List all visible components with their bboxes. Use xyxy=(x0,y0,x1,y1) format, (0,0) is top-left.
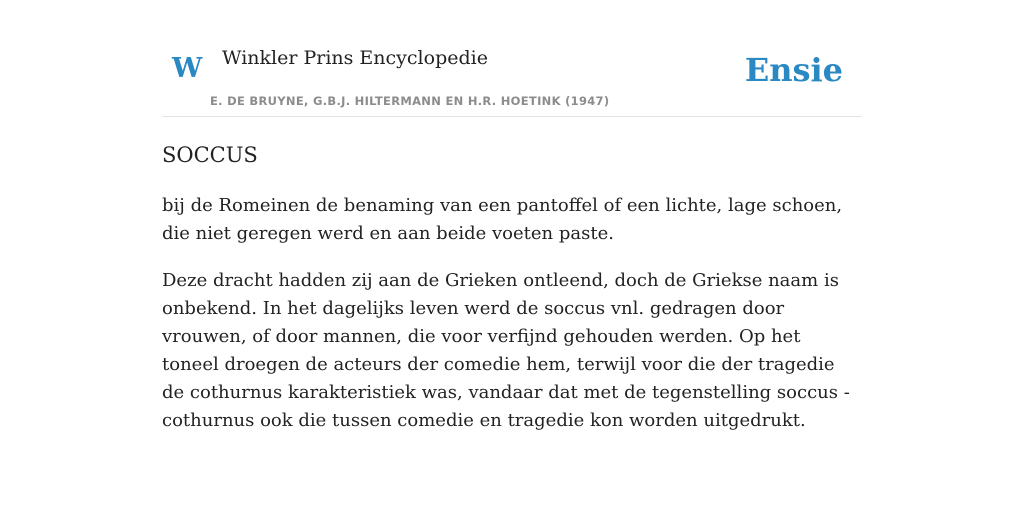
article-headword: SOCCUS xyxy=(162,143,258,167)
article-paragraph: Deze dracht hadden zij aan de Grieken ontleend, doch de Griekse naam is onbekend. In het dagelijks leven werd de soccus vnl. gedragen door vrouwen, of door mannen, die voor verfijnd gehouden werden. Op het toneel droegen de acteurs der comedie hem, terwijl voor die der tragedie de cothurnus karakteristiek was, vandaar dat met de tegenstelling soccus - cothurnus ook die tussen comedie en tragedie kon worden uitgedrukt. xyxy=(162,270,850,431)
source-logo[interactable]: W xyxy=(172,53,203,84)
article-page xyxy=(162,0,862,512)
article-body xyxy=(162,192,862,454)
source-title[interactable]: Winkler Prins Encyclopedie xyxy=(222,47,488,69)
source-header xyxy=(162,0,862,117)
article-paragraph: bij de Romeinen de benaming van een pantoffel of een lichte, lage schoen, die niet geregen werd en aan beide voeten paste. xyxy=(162,195,843,244)
ensie-logo-link[interactable]: Ensie xyxy=(744,51,843,89)
source-authors: E. DE BRUYNE, G.B.J. HILTERMANN EN H.R. HOETINK (1947) xyxy=(210,94,610,108)
